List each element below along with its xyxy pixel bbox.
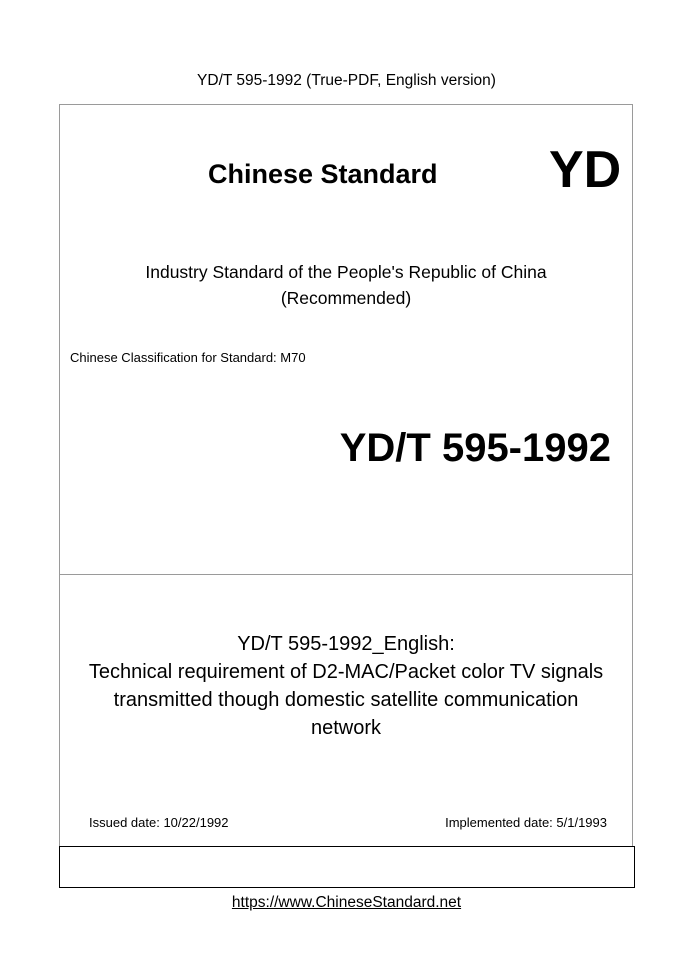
implemented-date: Implemented date: 5/1/1993 (445, 815, 607, 830)
standard-number: YD/T 595-1992 (339, 426, 611, 470)
website-link[interactable]: https://www.ChineseStandard.net (231, 894, 462, 911)
classification-text: Chinese Classification for Standard: M70 (70, 350, 306, 365)
cover-heading: Chinese Standard (208, 159, 438, 189)
title-line-3: transmitted though domestic satellite communication (113, 689, 579, 711)
industry-statement (59, 259, 633, 311)
document-header: YD/T 595-1992 (True-PDF, English version) (197, 72, 496, 89)
footer-link-container (0, 893, 693, 913)
category-mark: YD (549, 141, 622, 199)
standard-title (59, 630, 633, 742)
cover-footer-strip (59, 846, 635, 888)
issued-date: Issued date: 10/22/1992 (89, 815, 229, 830)
title-line-4: network (310, 717, 382, 739)
title-line-2: Technical requirement of D2-MAC/Packet color TV signals (88, 661, 604, 683)
title-line-1: YD/T 595-1992_English: (237, 633, 455, 655)
industry-line-2: (Recommended) (280, 288, 412, 308)
industry-line-1: Industry Standard of the People's Republic of China (145, 262, 547, 282)
